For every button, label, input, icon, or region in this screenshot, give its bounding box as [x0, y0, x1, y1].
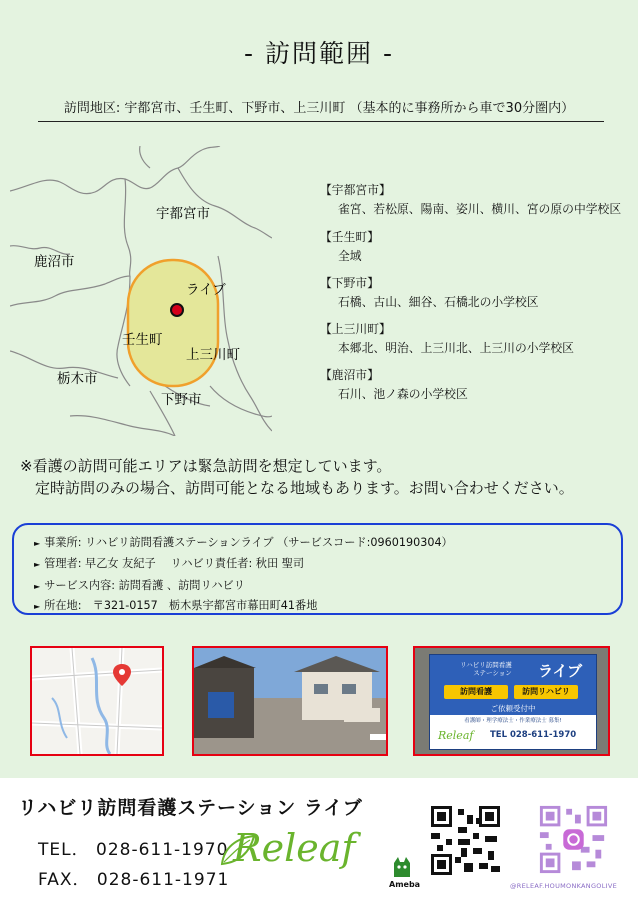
map-graphic — [10, 146, 272, 436]
sign-board — [429, 654, 597, 750]
section-heading: 【下野市】 — [320, 276, 379, 290]
label-tochigi: 栃木市 — [57, 371, 98, 387]
label-kaminokawa: 上三川町 — [186, 347, 240, 363]
info-text: 管理者: 早乙女 友紀子 リハビリ責任者: 秋田 聖司 — [44, 557, 305, 570]
page-title: - 訪問範囲 - — [244, 39, 394, 68]
fax-number: FAX． 028-611-1971 — [38, 870, 230, 890]
section-body: 石川、池ノ森の小学校区 — [338, 387, 468, 401]
sign-company: リハビリ訪問看護 ステーション — [460, 661, 512, 677]
ameba-icon[interactable] — [391, 855, 413, 879]
info-text: サービス内容: 訪問看護 、訪問リハビリ — [44, 579, 245, 592]
info-text: 所在地: 〒321-0157 栃木県宇都宮市幕田町41番地 — [44, 599, 318, 612]
sign-accepting: ご依頼受付中 — [490, 704, 536, 713]
note-line: 定時訪問のみの場合、訪問可能となる地域もあります。お問い合わせください。 — [20, 479, 574, 497]
info-row — [34, 577, 245, 593]
instagram-icon — [563, 829, 583, 849]
sign-logo: Releaf — [438, 729, 474, 742]
bullet-icon: ► — [34, 559, 41, 569]
ameba-label: Ameba — [389, 880, 421, 889]
office-building-photo — [192, 646, 388, 756]
sign-nursing-button: 訪問看護 — [444, 685, 508, 699]
office-info-box — [12, 523, 623, 615]
phone-number: TEL． 028-611-1970 — [38, 840, 229, 860]
section-utsunomiya — [320, 181, 621, 219]
section-body: 全域 — [338, 249, 362, 263]
visit-area-summary: 訪問地区: 宇都宮市、壬生町、下野市、上三川町 （基本的に事務所から車で30分圏内） — [63, 101, 575, 116]
divider — [38, 121, 604, 122]
sign-tel: TEL 028-611-1970 — [490, 730, 577, 740]
section-heading: 【上三川町】 — [320, 322, 391, 336]
bullet-icon: ► — [34, 581, 41, 591]
label-kanuma: 鹿沼市 — [34, 254, 75, 270]
info-text: 事業所: リハビリ訪問看護ステーションライブ （サービスコード:0960190304） — [44, 536, 453, 549]
section-body: 石橋、古山、細谷、石橋北の小学校区 — [338, 295, 539, 309]
note-line: ※看護の訪問可能エリアは緊急訪問を想定しています。 — [20, 457, 392, 475]
info-row — [34, 597, 317, 613]
info-row — [34, 555, 304, 571]
section-shimotsuke — [320, 274, 539, 312]
section-kanuma — [320, 366, 468, 404]
label-mibu: 壬生町 — [122, 332, 163, 348]
section-mibu — [320, 228, 379, 266]
section-heading: 【宇都宮市】 — [320, 183, 391, 197]
sign-recruit: 看護師・理学療法士・作業療法士 募集! — [464, 718, 562, 724]
coverage-zone — [128, 260, 218, 386]
qr-code-icon[interactable] — [428, 803, 503, 878]
label-office: ライブ — [186, 282, 226, 298]
bullet-icon: ► — [34, 538, 41, 548]
label-shimotsuke: 下野市 — [161, 392, 202, 408]
office-marker-icon — [171, 304, 183, 316]
location-map-image — [30, 646, 164, 756]
instagram-handle: @RELEAF.HOUMONKANGOLIVE — [510, 882, 618, 890]
section-heading: 【鹿沼市】 — [320, 368, 379, 382]
label-utsunomiya: 宇都宮市 — [156, 206, 210, 222]
section-body: 雀宮、若松原、陽南、姿川、横川、宮の原の中学校区 — [338, 202, 622, 216]
coverage-map — [10, 146, 272, 436]
sign-name: ライブ — [538, 662, 583, 680]
section-body: 本郷北、明治、上三川北、上三川の小学校区 — [338, 341, 574, 355]
releaf-logo: Releaf — [233, 826, 356, 870]
brand-name: リハビリ訪問看護ステーション ライブ — [18, 797, 363, 819]
bullet-icon: ► — [34, 601, 41, 611]
section-heading: 【壬生町】 — [320, 230, 379, 244]
office-sign-photo — [413, 646, 610, 756]
section-kaminokawa — [320, 320, 574, 358]
instagram-qr-icon[interactable] — [537, 803, 610, 876]
sign-rehab-button: 訪問リハビリ — [514, 685, 578, 699]
sign-lower-panel — [430, 715, 596, 749]
info-row — [34, 534, 453, 550]
